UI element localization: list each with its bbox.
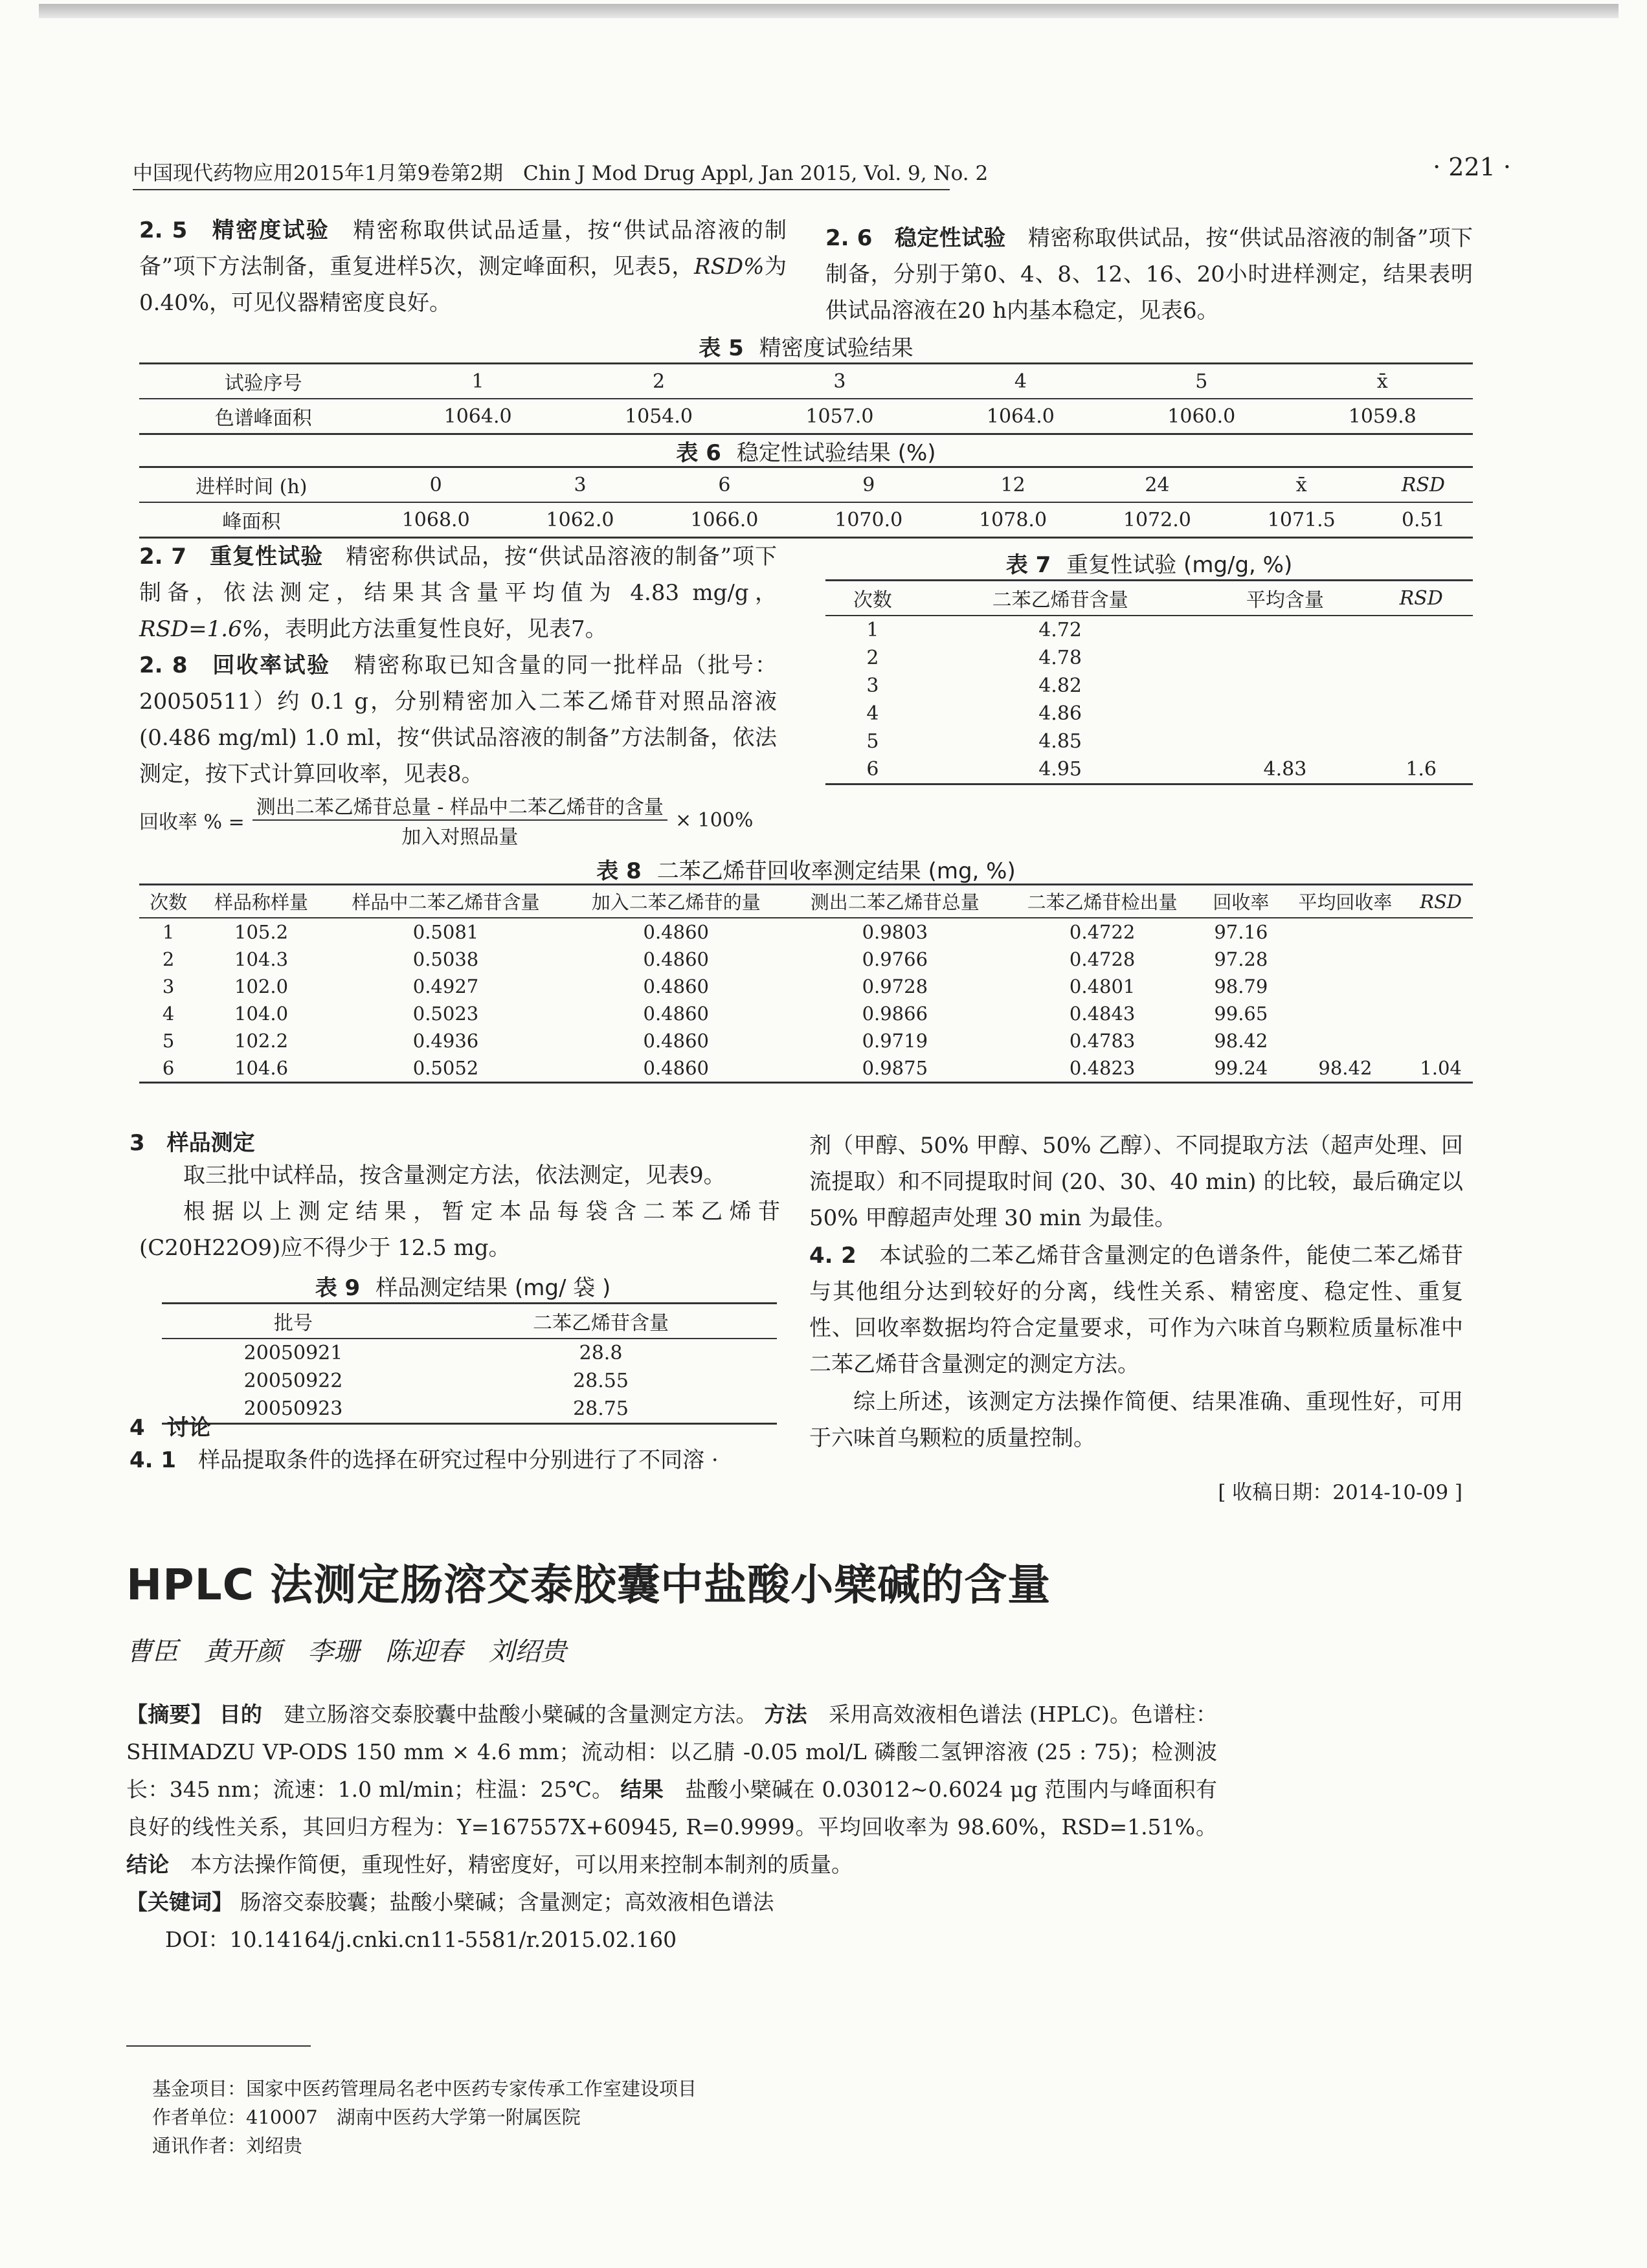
results-text: 盐酸小檗碱在 0.03012~0.6024 μg 范围内与峰面积有良好的线性关系，其回归方程为：Y=167557X+60945, R=0.9999。平均回收率为 98.60%，RSD=1.51%。 [126,1777,1218,1840]
table-5-cell: 1054.0 [568,399,749,434]
table-row [825,644,1473,672]
formula-fraction [252,791,667,849]
table-5-caption [139,330,1473,362]
scan-edge [39,4,1619,18]
table-5-cell: 1059.8 [1292,399,1473,434]
section-4-3: 综上所述，该测定方法操作简便、结果准确、重现性好，可用于六味首乌颗粒的质量控制。 [809,1389,1463,1451]
table-5-cell: 1057.0 [749,399,930,434]
table-8 [139,884,1473,1084]
doi: DOI：10.14164/j.cnki.cn11-5581/r.2015.02.160 [165,1927,677,1952]
table-6-col: x̄ [1229,467,1374,503]
objective-text: 建立肠溶交泰胶囊中盐酸小檗碱的含量测定方法。 [284,1702,757,1727]
table-9-col: 批号 [162,1304,425,1339]
table-7-title: 重复性试验 (mg/g, %) [1066,552,1293,578]
table-row [825,700,1473,728]
table-8-cell: 0.4936 [412,1030,479,1052]
table-7-cell: 2 [866,647,879,669]
table-8-cell: 0.4783 [1069,1030,1136,1052]
table-8-cell: 0.4860 [566,1054,785,1083]
table-9-cell: 28.8 [579,1342,623,1364]
table-7-cell: 1.6 [1369,755,1473,784]
table-7-cell [1369,728,1473,755]
section-2-8 [139,647,777,792]
section-2-6-heading: 2. 6 稳定性试验 [825,225,1006,251]
section-3-p1: 取三批中试样品，按含量测定方法，依法测定，见表9。 [183,1162,726,1188]
table-8-cell: 99.65 [1214,1003,1268,1025]
table-8-cell: 0.4860 [643,975,709,997]
table-6-cell: 1071.5 [1229,502,1374,538]
table-8-cell: 97.16 [1214,921,1268,943]
formula-denominator: 加入对照品量 [401,826,519,849]
section-4-2-text: 本试验的二苯乙烯苷含量测定的色谱条件，能使二苯乙烯苷与其他组分达到较好的分离，线性关系、精密度、稳定性、重复性、回收率数据均符合定量要求，可作为六味首乌颗粒质量标准中二苯乙烯苷含量测定的测定方法。 [809,1243,1464,1377]
section-4-1-continued: 剂（甲醇、50% 甲醇、50% 乙醇）、不同提取方法（超声处理、回流提取）和不同提取时间 (20、30、40 min) 的比较，最后确定以 50% 甲醇超声处理 30 min 为最佳。 [809,1133,1463,1231]
table-7-cell: 4.78 [1038,647,1082,669]
table-7-cell [1200,700,1369,728]
rsd-label: RSD% [693,254,765,280]
table-6-col: 9 [796,467,941,503]
section-2-8-text: 精密称取已知含量的同一批样品（批号：20050511）约 0.1 g，分别精密加入二苯乙烯苷对照品溶液 (0.486 mg/ml) 1.0 ml，按“供试品溶液的制备”方法制备，依法测定，按下式计算回收率，见表8。 [139,652,777,787]
table-row [139,1000,1473,1027]
running-header [133,153,1511,189]
abstract-label: 【摘要】 [126,1702,212,1727]
table-8-cell: 97.28 [1214,948,1268,970]
article-title: HPLC 法测定肠溶交泰胶囊中盐酸小檗碱的含量 [126,1560,1051,1610]
table-8-cell: 1 [162,921,175,943]
page-number: · 221 · [1433,153,1511,181]
section-4-2 [809,1238,1463,1383]
table-9-caption [139,1270,787,1302]
table-8-cell [1409,918,1473,946]
fund-note: 基金项目：国家中医药管理局名老中医药专家传承工作室建设项目 [152,2078,697,2100]
table-8-col: 测出二苯乙烯苷总量 [785,885,1004,918]
header-rule [133,189,950,190]
table-row [139,973,1473,1000]
table-7-cell [1200,616,1369,644]
table-6-rowhead: 峰面积 [139,502,364,538]
table-7-cell [1369,672,1473,700]
table-8-cell: 4 [162,1003,175,1025]
table-6-cell: 1072.0 [1085,502,1229,538]
section-3-heading: 3 样品测定 [129,1130,255,1156]
table-row [825,616,1473,644]
table-8-cell: 6 [139,1054,197,1083]
table-5 [139,362,1473,435]
table-8-cell: 2 [162,948,175,970]
table-6-cell: 1062.0 [508,502,653,538]
table-8-cell: 5 [162,1030,175,1052]
table-7-cell [1369,700,1473,728]
table-7-col: RSD [1369,581,1473,616]
table-8-cell: 0.4860 [643,948,709,970]
table-8-cell: 0.9866 [862,1003,928,1025]
table-6-title: 稳定性试验结果 (%) [736,440,936,466]
table-8-col: 样品中二苯乙烯苷含量 [325,885,566,918]
table-8-cell: 104.6 [197,1054,324,1083]
section-2-5-tail: 为 0.40%，可见仪器精密度良好。 [139,254,787,316]
table-7-col: 次数 [825,581,920,616]
formula-rhs: × 100% [675,808,754,832]
table-5-col: 4 [930,364,1111,399]
table-8-cell: 1.04 [1409,1054,1473,1083]
table-8-cell: 0.5038 [412,948,479,970]
table-8-cell: 0.5081 [412,921,479,943]
section-2-6-text: 精密称取供试品，按“供试品溶液的制备”项下制备，分别于第0、4、8、12、16、20小时进样测定，结果表明供试品溶液在20 h内基本稳定，见表6。 [825,225,1473,324]
table-6-col: 0 [364,467,508,503]
table-8-col: 回收率 [1200,885,1282,918]
section-2-8-heading: 2. 8 回收率试验 [139,652,331,678]
table-8-col: 次数 [139,885,197,918]
table-7-cell: 4 [866,702,879,725]
table-9-col: 二苯乙烯苷含量 [425,1304,777,1339]
section-2-5-heading: 2. 5 精密度试验 [139,217,330,243]
section-2-7-tail: ，表明此方法重复性良好，见表7。 [263,616,607,642]
received-date: [ 收稿日期：2014-10-09 ] [1218,1481,1462,1504]
keywords-text: 肠溶交泰胶囊；盐酸小檗碱；含量测定；高效液相色谱法 [240,1889,774,1915]
conclusion-label: 结论 [126,1852,169,1877]
table-8-col: 二苯乙烯苷检出量 [1004,885,1200,918]
section-4-2-number: 4. 2 [809,1243,857,1269]
table-6-col: 12 [941,467,1085,503]
table-8-cell [1409,946,1473,973]
table-7-cell: 5 [866,730,879,753]
table-6-cell: 1068.0 [364,502,508,538]
table-7-cell [1200,644,1369,672]
methods-label: 方法 [764,1702,807,1727]
table-9-cell: 28.55 [573,1370,629,1392]
table-8-cell: 0.5023 [412,1003,479,1025]
table-6-rowhead: 进样时间 (h) [139,467,364,503]
table-8-cell: 0.9766 [862,948,928,970]
table-5-col: 3 [749,364,930,399]
table-5-col: 1 [387,364,568,399]
table-8-cell: 102.2 [234,1030,289,1052]
table-6-col: 3 [508,467,653,503]
table-8-cell: 0.9803 [862,921,928,943]
section-2-7 [139,539,777,647]
table-5-number: 表 5 [699,335,744,361]
table-5-cell: 1060.0 [1111,399,1292,434]
table-9-cell: 28.75 [425,1395,777,1424]
table-8-cell: 3 [162,975,175,997]
table-5-rowhead: 色谱峰面积 [139,399,387,434]
table-row [139,1027,1473,1054]
table-row [139,1054,1473,1083]
results-label: 结果 [620,1777,664,1802]
table-row [825,672,1473,700]
table-6-col: 6 [652,467,796,503]
section-4-1-text: 样品提取条件的选择在研究过程中分别进行了不同溶 · [198,1447,719,1473]
table-8-cell: 0.4823 [1004,1054,1200,1083]
table-8-number: 表 8 [596,858,642,884]
table-8-cell [1409,973,1473,1000]
table-6-cell: 1066.0 [652,502,796,538]
section-3-p2: 根据以上测定结果，暂定本品每袋含二苯乙烯苷(C20H22O9)应不得少于 12.5 mg。 [139,1199,780,1261]
table-9-cell: 20050922 [243,1370,343,1392]
table-5-cell: 1064.0 [930,399,1111,434]
table-row [162,1395,777,1424]
footnote-rule [126,2045,311,2047]
table-5-col: x̄ [1292,364,1473,399]
formula-numerator: 测出二苯乙烯苷总量 - 样品中二苯乙烯苷的含量 [252,791,667,821]
table-8-cell: 0.4801 [1069,975,1136,997]
table-7-number: 表 7 [1005,552,1051,578]
table-6-col: 24 [1085,467,1229,503]
abstract-body [126,1696,1217,1884]
table-7-cell [1369,644,1473,672]
table-5-col: 5 [1111,364,1292,399]
table-6-cell: 1078.0 [941,502,1085,538]
table-8-cell: 0.4860 [643,1030,709,1052]
section-2-7-text: 精密称供试品，按“供试品溶液的制备”项下制备，依法测定，结果其含量平均值为 4.83 mg/g， [139,544,778,606]
table-5-cell: 1064.0 [387,399,568,434]
table-7-cell: 1 [866,619,879,641]
table-8-cell [1409,1000,1473,1027]
table-7-cell [1200,672,1369,700]
footnotes [152,2074,697,2160]
table-7-cell: 4.72 [1038,619,1082,641]
table-6-cell: 1070.0 [796,502,941,538]
table-8-cell [1409,1027,1473,1054]
table-9 [162,1302,777,1425]
table-row [825,755,1473,784]
table-7-col: 二苯乙烯苷含量 [920,581,1201,616]
table-8-cell: 99.24 [1200,1054,1282,1083]
table-row [139,918,1473,946]
corresponding-author-note: 通讯作者：刘绍贵 [152,2135,303,2157]
table-7-cell: 4.82 [1038,674,1082,697]
table-8-cell: 0.9728 [862,975,928,997]
table-8-cell: 0.9719 [862,1030,928,1052]
table-8-caption [139,853,1473,885]
table-8-col: RSD [1409,885,1473,918]
table-8-cell [1282,973,1409,1000]
section-2-7-rsd: RSD=1.6% [139,616,263,642]
table-7-cell: 4.83 [1200,755,1369,784]
formula-lhs: 回收率 % = [139,811,245,834]
section-2-7-heading: 2. 7 重复性试验 [139,544,324,570]
table-8-cell: 0.9875 [785,1054,1004,1083]
table-9-cell: 20050921 [243,1342,343,1364]
table-6-col: RSD [1374,467,1473,503]
objective-label: 目的 [219,1702,263,1727]
table-6-caption [139,435,1473,467]
table-7-cell [1200,728,1369,755]
table-row [162,1339,777,1367]
table-8-cell: 105.2 [234,921,289,943]
table-6-number: 表 6 [676,440,721,466]
table-8-cell: 0.4860 [643,921,709,943]
table-7-cell: 4.85 [1038,730,1082,753]
table-5-col: 2 [568,364,749,399]
table-6-cell: 0.51 [1374,502,1473,538]
table-8-cell: 0.5052 [325,1054,566,1083]
table-7-cell: 4.86 [1038,702,1082,725]
abstract [126,1696,1217,1959]
keywords-label: 【关键词】 [126,1889,233,1915]
conclusion-text: 本方法操作简便，重现性好，精密度好，可以用来控制本制剂的质量。 [190,1852,853,1877]
section-2-5-text: 精密称取供试品适量，按“供试品溶液的制备”项下方法制备，重复进样5次，测定峰面积，见表5， [139,217,787,280]
table-8-cell: 0.4927 [412,975,479,997]
section-4-1-number: 4. 1 [129,1447,177,1473]
table-8-cell: 104.0 [234,1003,289,1025]
table-8-cell: 0.4860 [643,1003,709,1025]
table-7-cell: 4.95 [920,755,1201,784]
table-8-cell: 98.79 [1214,975,1268,997]
table-8-cell: 102.0 [234,975,289,997]
table-7 [825,579,1473,785]
table-8-cell: 104.3 [234,948,289,970]
journal-citation: 中国现代药物应用2015年1月第9卷第2期 Chin J Mod Drug Appl, Jan 2015, Vol. 9, No. 2 [133,162,989,185]
table-8-cell: 0.4843 [1069,1003,1136,1025]
table-5-rowhead: 试验序号 [139,364,387,399]
methods-text: 采用高效液相色谱法 (HPLC)。色谱柱：SHIMADZU VP-ODS 150 mm × 4.6 mm；流动相：以乙腈 -0.05 mol/L 磷酸二氢钾溶液 (25 : 75)；检测波长：345 nm；流速：1.0 ml/min；柱温：25℃。 [126,1702,1218,1802]
table-7-cell: 6 [825,755,920,784]
table-8-cell [1282,918,1409,946]
table-7-col: 平均含量 [1200,581,1369,616]
section-4-1 [129,1442,783,1478]
table-8-col: 平均回收率 [1282,885,1409,918]
table-5-title: 精密度试验结果 [759,335,913,361]
section-4-heading: 4 讨论 [129,1415,211,1441]
table-7-cell: 3 [866,674,879,697]
recovery-formula [139,791,753,849]
table-8-cell [1282,1000,1409,1027]
table-row [825,728,1473,755]
table-row [139,946,1473,973]
table-8-title: 二苯乙烯苷回收率测定结果 (mg, %) [656,858,1016,884]
section-2-6 [825,220,1473,329]
keywords-line [126,1884,1217,1921]
table-8-cell: 0.4722 [1069,921,1136,943]
table-9-title: 样品测定结果 (mg/ 袋 ) [375,1275,611,1301]
table-8-cell: 98.42 [1214,1030,1268,1052]
author-unit-note: 作者单位：410007 湖南中医药大学第一附属医院 [152,2106,581,2128]
table-row [162,1367,777,1395]
table-7-caption [825,547,1473,579]
table-8-cell: 0.4728 [1069,948,1136,970]
table-8-col: 加入二苯乙烯苷的量 [566,885,785,918]
table-8-cell [1282,946,1409,973]
section-2-5 [139,212,787,321]
table-9-number: 表 9 [315,1275,361,1301]
table-9-cell: 20050923 [162,1395,425,1424]
table-7-cell [1369,616,1473,644]
table-8-col: 样品称样量 [197,885,324,918]
table-8-cell [1282,1027,1409,1054]
table-6 [139,466,1473,539]
article-authors: 曹臣 黄开颜 李珊 陈迎春 刘绍贵 [126,1637,566,1667]
table-8-cell: 98.42 [1282,1054,1409,1083]
